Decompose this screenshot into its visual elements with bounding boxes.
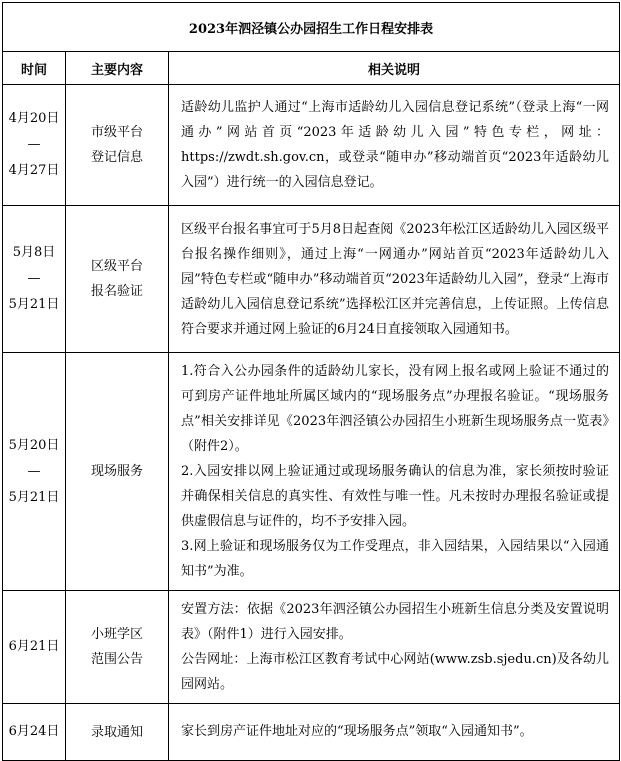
item-line: 现场服务 [90,464,143,479]
item-line: 小班学区 [90,627,143,642]
row-time [3,591,66,704]
time-end: 5月21日 [8,297,60,312]
item-line: 登记信息 [90,150,143,165]
row-time [3,85,66,206]
row-time [3,206,66,353]
header-item: 主要内容 [66,52,169,85]
row-desc [169,206,620,353]
desc-paragraph: 适龄幼儿监护人通过“上海市适龄幼儿入园信息登记系统”（登录上海“一网通办”网站首页“2023年适龄幼儿入园”特色专栏，网址：https://zwdt.sh.gov.cn，或登录“随申办”移动端首页“2023年适龄幼儿入园”）进行统一的入园信息登记。 [181,100,610,190]
desc-paragraph: 区级平台报名事宜可于5月8日起查阅《2023年松江区适龄幼儿入园区级平台报名操作细则》，通过上海“一网通办”网站首页“2023年适龄幼儿入园”特色专栏或“随申办”移动端首页“2023年适龄幼儿入园”，登录“上海市适龄幼儿入园信息登记系统”选择松江区并完善信息，上传证照。上传信息符合要求并通过网上验证的6月24日直接领取入园通知书。 [181,221,610,337]
table-title: 2023年泗泾镇公办园招生工作日程安排表 [3,3,620,52]
table-row [3,85,620,206]
time-start: 5月20日 [8,437,60,453]
item-line: 范围公告 [90,652,143,667]
time-end: 4月27日 [8,163,60,178]
desc-paragraph: 安置方法：依据《2023年泗泾镇公办园招生小班新生信息分类及安置说明表》（附件1）进行入园安排。 [181,602,610,642]
table-row [3,704,620,761]
item-line: 录取通知 [90,724,143,740]
time-dash: — [27,137,41,152]
time-end: 5月21日 [8,489,60,505]
time-start: 6月24日 [8,724,60,739]
row-desc [169,85,620,206]
time-start: 4月20日 [8,111,60,126]
row-item [66,353,169,591]
row-item [66,704,169,761]
item-line: 报名验证 [90,284,143,299]
row-desc [169,591,620,704]
header-desc: 相关说明 [169,52,620,85]
schedule-table [2,2,620,761]
desc-paragraph: 公告网址：上海市松江区教育考试中心网站(www.zsb.sjedu.cn)及各幼儿园网站。 [181,652,610,692]
row-item [66,85,169,206]
time-start: 6月21日 [8,639,60,654]
desc-paragraph: 1.符合入公办园条件的适龄幼儿家长，没有网上报名或网上验证不通过的可到房产证件地址所属区域内的“现场服务点”办理报名验证。“现场服务点”相关安排详见《2023年泗泾镇公办园招生小班新生现场服务点一览表》（附件2）。 [181,364,610,454]
table-row [3,591,620,704]
time-dash: — [27,271,41,286]
time-dash: — [27,463,41,479]
row-item [66,591,169,704]
row-desc [169,704,620,761]
desc-paragraph: 家长到房产证件地址对应的“现场服务点”领取“入园通知书”。 [181,724,533,739]
row-time [3,353,66,591]
row-item [66,206,169,353]
row-desc [169,353,620,591]
desc-paragraph: 2.入园安排以网上验证通过或现场服务确认的信息为准，家长须按时验证并确保相关信息的真实性、有效性与唯一性。凡未按时办理报名验证或提供虚假信息与证件的，均不予安排入园。 [181,464,610,529]
row-time [3,704,66,761]
desc-paragraph: 3.网上验证和现场服务仅为工作受理点，非入园结果，入园结果以“入园通知书”为准。 [181,539,610,579]
time-start: 5月8日 [12,245,56,260]
header-time: 时间 [3,52,66,85]
header-row [3,52,620,85]
item-line: 市级平台 [90,125,143,140]
table-row [3,206,620,353]
table-row [3,353,620,591]
item-line: 区级平台 [90,259,143,274]
